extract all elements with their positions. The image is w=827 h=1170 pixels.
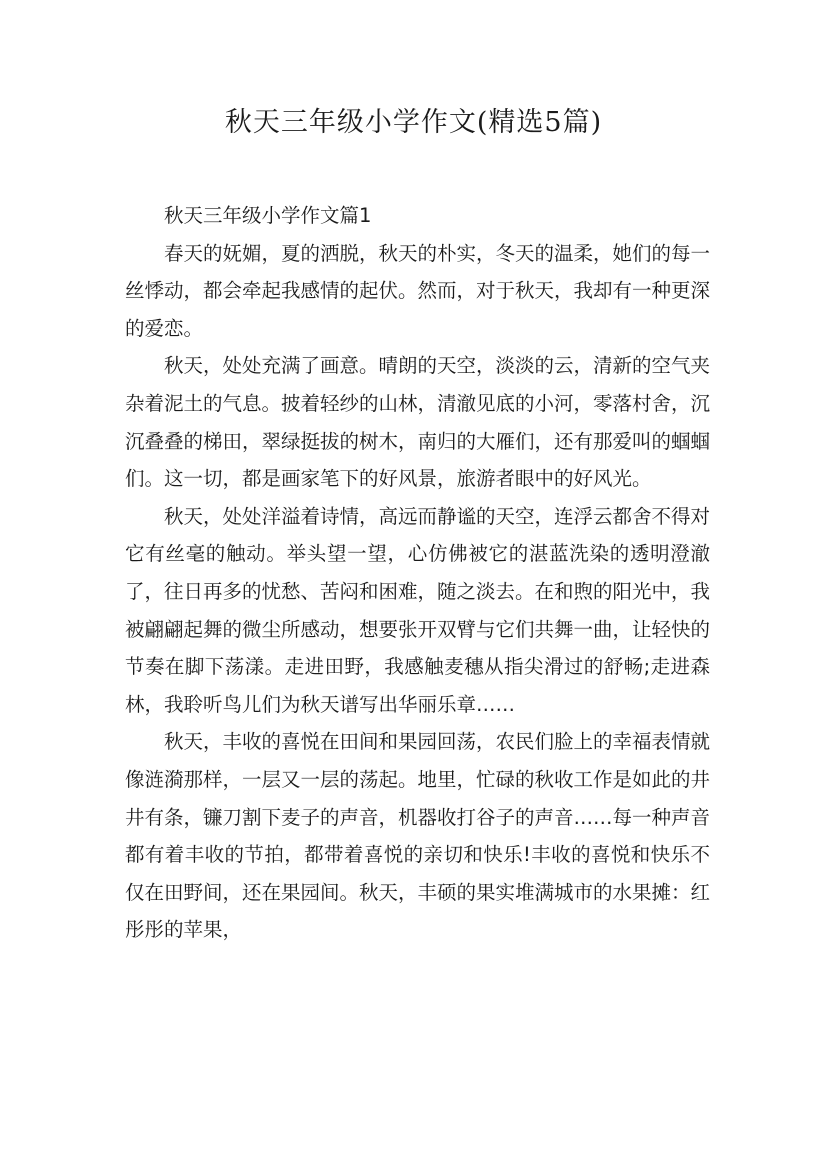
paragraph-4: 秋天，丰收的喜悦在田间和果园回荡，农民们脸上的幸福表情就像涟漪那样，一层又一层的荡起。地里，忙碌的秋收工作是如此的井井有条，镰刀割下麦子的声音，机器收打谷子的声音……每一种声音都有着丰收的节拍，都带着喜悦的亲切和快乐!丰收的喜悦和快乐不仅在田野间，还在果园间。秋天，丰硕的果实堆满城市的水果摊：红彤彤的苹果， (125, 730, 711, 942)
document-body (125, 197, 710, 949)
section-heading: 秋天三年级小学作文篇1 (164, 204, 372, 227)
document-title: 秋天三年级小学作文(精选5篇) (224, 107, 603, 138)
paragraph-1: 春天的妩媚，夏的洒脱，秋天的朴实，冬天的温柔，她们的每一丝悸动，都会牵起我感情的起伏。然而，对于秋天，我却有一种更深的爱恋。 (125, 241, 711, 340)
paragraph-3: 秋天，处处洋溢着诗情，高远而静谧的天空，连浮云都舍不得对它有丝毫的触动。举头望一望，心仿佛被它的湛蓝洗染的透明澄澈了，往日再多的忧愁、苦闷和困难，随之淡去。在和煦的阳光中，我被翩翩起舞的微尘所感动，想要张开双臂与它们共舞一曲，让轻快的节奏在脚下荡漾。走进田野，我感触麦穗从指尖滑过的舒畅;走进森林，我聆听鸟儿们为秋天谱写出华丽乐章…… (125, 504, 711, 716)
paragraph-2: 秋天，处处充满了画意。晴朗的天空，淡淡的云，清新的空气夹杂着泥土的气息。披着轻纱的山林，清澈见底的小河，零落村舍，沉沉叠叠的梯田，翠绿挺拔的树木，南归的大雁们，还有那爱叫的蝈蝈们。这一切，都是画家笔下的好风景，旅游者眼中的好风光。 (125, 354, 711, 491)
